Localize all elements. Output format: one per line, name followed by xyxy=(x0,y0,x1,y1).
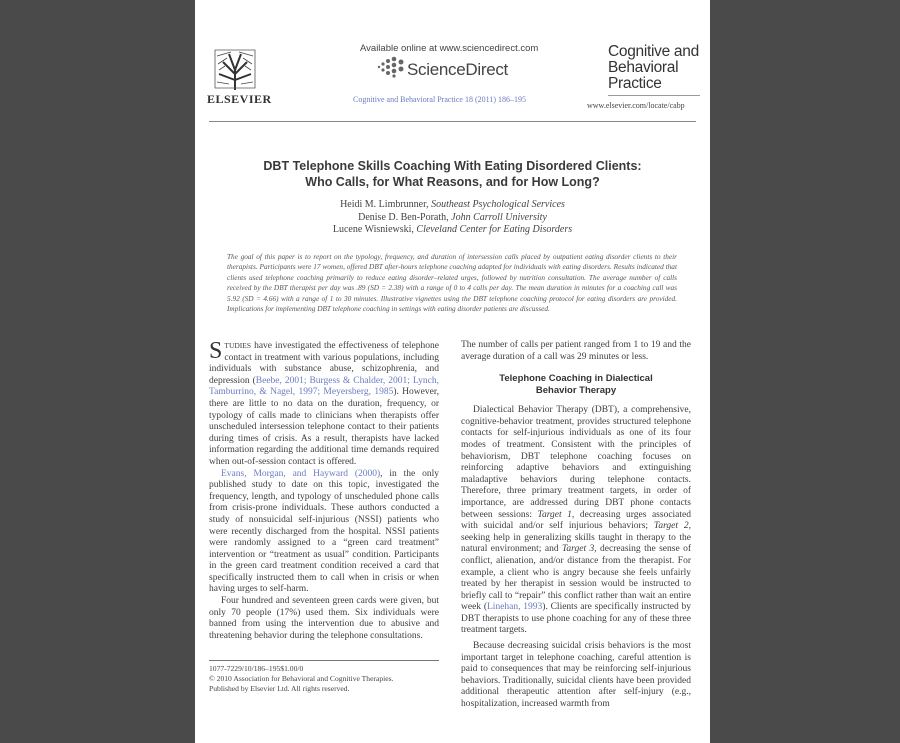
footnote-divider xyxy=(209,660,439,661)
available-online-text: Available online at www.sciencedirect.com xyxy=(360,43,539,54)
article-page xyxy=(195,0,710,743)
journal-name xyxy=(608,44,699,92)
paragraph: STUDIES have investigated the effectiveness of telephone contact in treatment with various populations, including individuals with substance abuse, schizophrenia, and depression (Beebe, 2001; Burgess & Chalder, 2001; Lynch, Tamburrino, & Nagel, 1997; Meyersberg, 1985). However, there are little to no data on the duration, frequency, or typology of calls made to clinicians when therapists offer unscheduled intersession telephone contact to their patients during times of crisis. As a result, therapists have lacked information regarding the additional time demands required when out-of-session contact is offered. xyxy=(209,338,439,467)
paragraph: Evans, Morgan, and Hayward (2000), in the only published study to date on this topic, investigated the frequency, length, and typology of unscheduled phone calls from crisis-prone individuals. These authors conducted a study of nonsuicidal self-injurious (NSSI) patients who were recently discharged from the hospital. NSSI patients were randomly assigned to a “green card treatment” intervention or “treatment as usual” condition. Participants in the green card treatment condition received a card that specifically instructed them to call when in crisis or when having urges to self-harm. xyxy=(209,468,440,595)
journal-name-line3: Practice xyxy=(608,75,662,92)
author-line: Denise D. Ben-Porath, John Carroll University xyxy=(358,211,547,223)
sciencedirect-wordmark: ScienceDirect xyxy=(407,60,508,79)
title-line-1: DBT Telephone Skills Coaching With Eating Disordered Clients: xyxy=(263,159,642,173)
sciencedirect-logo-icon xyxy=(375,56,405,78)
copyright-footer xyxy=(209,664,444,694)
citation-link[interactable]: Beebe, 2001; Burgess & Chalder, 2001; Lynch, Tamburrino, & Nagel, 1997; Meyersberg, 1985 xyxy=(209,375,439,398)
publisher-line: Published by Elsevier Ltd. All rights reserved. xyxy=(209,684,350,693)
journal-name-line2: Behavioral xyxy=(608,59,679,76)
paragraph: The number of calls per patient ranged from 1 to 19 and the average duration of a call was 29 minutes or less. xyxy=(461,340,691,362)
section-heading: Telephone Coaching in Dialectical Behavior Therapy xyxy=(499,373,653,397)
abstract: The goal of this paper is to report on the typology, frequency, and duration of intersession calls placed by outpatient eating disorder clients to their therapists. Participants were 17 women, offered DBT after-hours telephone coaching adapted for individuals with eating disorders. Results indicated that clients used telephone coaching primarily to reduce eating disorder–related urges, followed by nutrition consultation. The average number of calls received by the DBT therapist per day was .89 (SD = 2.38) with a range of 0 to 4 calls per day. The mean duration in minutes for a coaching call was 5.92 (SD = 4.66) with a range of 1 to 30 minutes. Illustrative vignettes using the DBT telephone coaching protocol for eating disorders are provided. Implications for implementing DBT telephone coaching in settings with eating disorder patients are discussed. xyxy=(227,252,677,314)
journal-url: www.elsevier.com/locate/cabp xyxy=(587,101,685,110)
journal-citation-link[interactable]: Cognitive and Behavioral Practice 18 (2011) 186–195 xyxy=(353,95,526,104)
issn-line: 1077-7229/10/186–195$1.00/0 xyxy=(209,664,304,673)
drop-cap: S xyxy=(209,338,223,364)
author-list xyxy=(195,199,710,237)
copyright-line: © 2010 Association for Behavioral and Cognitive Therapies. xyxy=(209,674,394,683)
body-column-right xyxy=(461,340,691,711)
citation-link[interactable]: Evans, Morgan, and Hayward (2000) xyxy=(221,468,381,479)
paragraph: Four hundred and seventeen green cards were given, but only 70 people (17%) used them. Six individuals were banned from using the intervention due to abusive and threatening behavior during the telephone consultations. xyxy=(209,596,439,641)
paragraph: Dialectical Behavior Therapy (DBT), a comprehensive, cognitive-behavior treatment, provides structured telephone contacts for self-injurious individuals as one of its four modes of treatment. Consistent with the principles of behaviorism, DBT telephone coaching focuses on reinforcing adaptive behaviors and extinguishing maladaptive behaviors during telephone contacts. Therefore, three primary treatment targets, in order of importance, are addressed during DBT phone contacts between sessions: Target 1, decreasing urges associated with suicidal and/or self injurious behaviors; Target 2, seeking help in generalizing skills taught in therapy to the natural environment; and Target 3, decreasing the sense of conflict, alienation, and/or distance from the therapist. For example, a client who is angry because she feels unfairly treated by her therapist in session would be instructed to briefly call to “repair” this conflict rather than wait an entire week (Linehan, 1993). Clients are specifically instructed by DBT therapists to use phone coaching for any of these three treatment targets. xyxy=(461,405,691,636)
paragraph: Because decreasing suicidal crisis behaviors is the most important target in telephone coaching, careful attention is paid to consequences that may be reinforcing self-injurious behaviors. Traditionally, suicidal clients have been provided additional therapeutic attention after self-injury (e.g., hospitalization, increased warmth from xyxy=(461,641,691,710)
citation-link[interactable]: Linehan, 1993 xyxy=(487,602,543,613)
header-divider xyxy=(209,121,696,122)
body-column-left xyxy=(209,340,439,642)
journal-name-underline xyxy=(608,95,700,96)
journal-name-line1: Cognitive and xyxy=(608,43,699,60)
article-title xyxy=(195,158,710,190)
publisher-name: ELSEVIER xyxy=(207,92,272,106)
author-line: Heidi M. Limbrunner, Southeast Psychological Services xyxy=(340,199,565,210)
author-line: Lucene Wisniewski, Cleveland Center for Eating Disorders xyxy=(332,224,573,235)
elsevier-tree-logo-icon xyxy=(209,44,261,92)
title-line-2: Who Calls, for What Reasons, and for How Long? xyxy=(305,175,600,189)
